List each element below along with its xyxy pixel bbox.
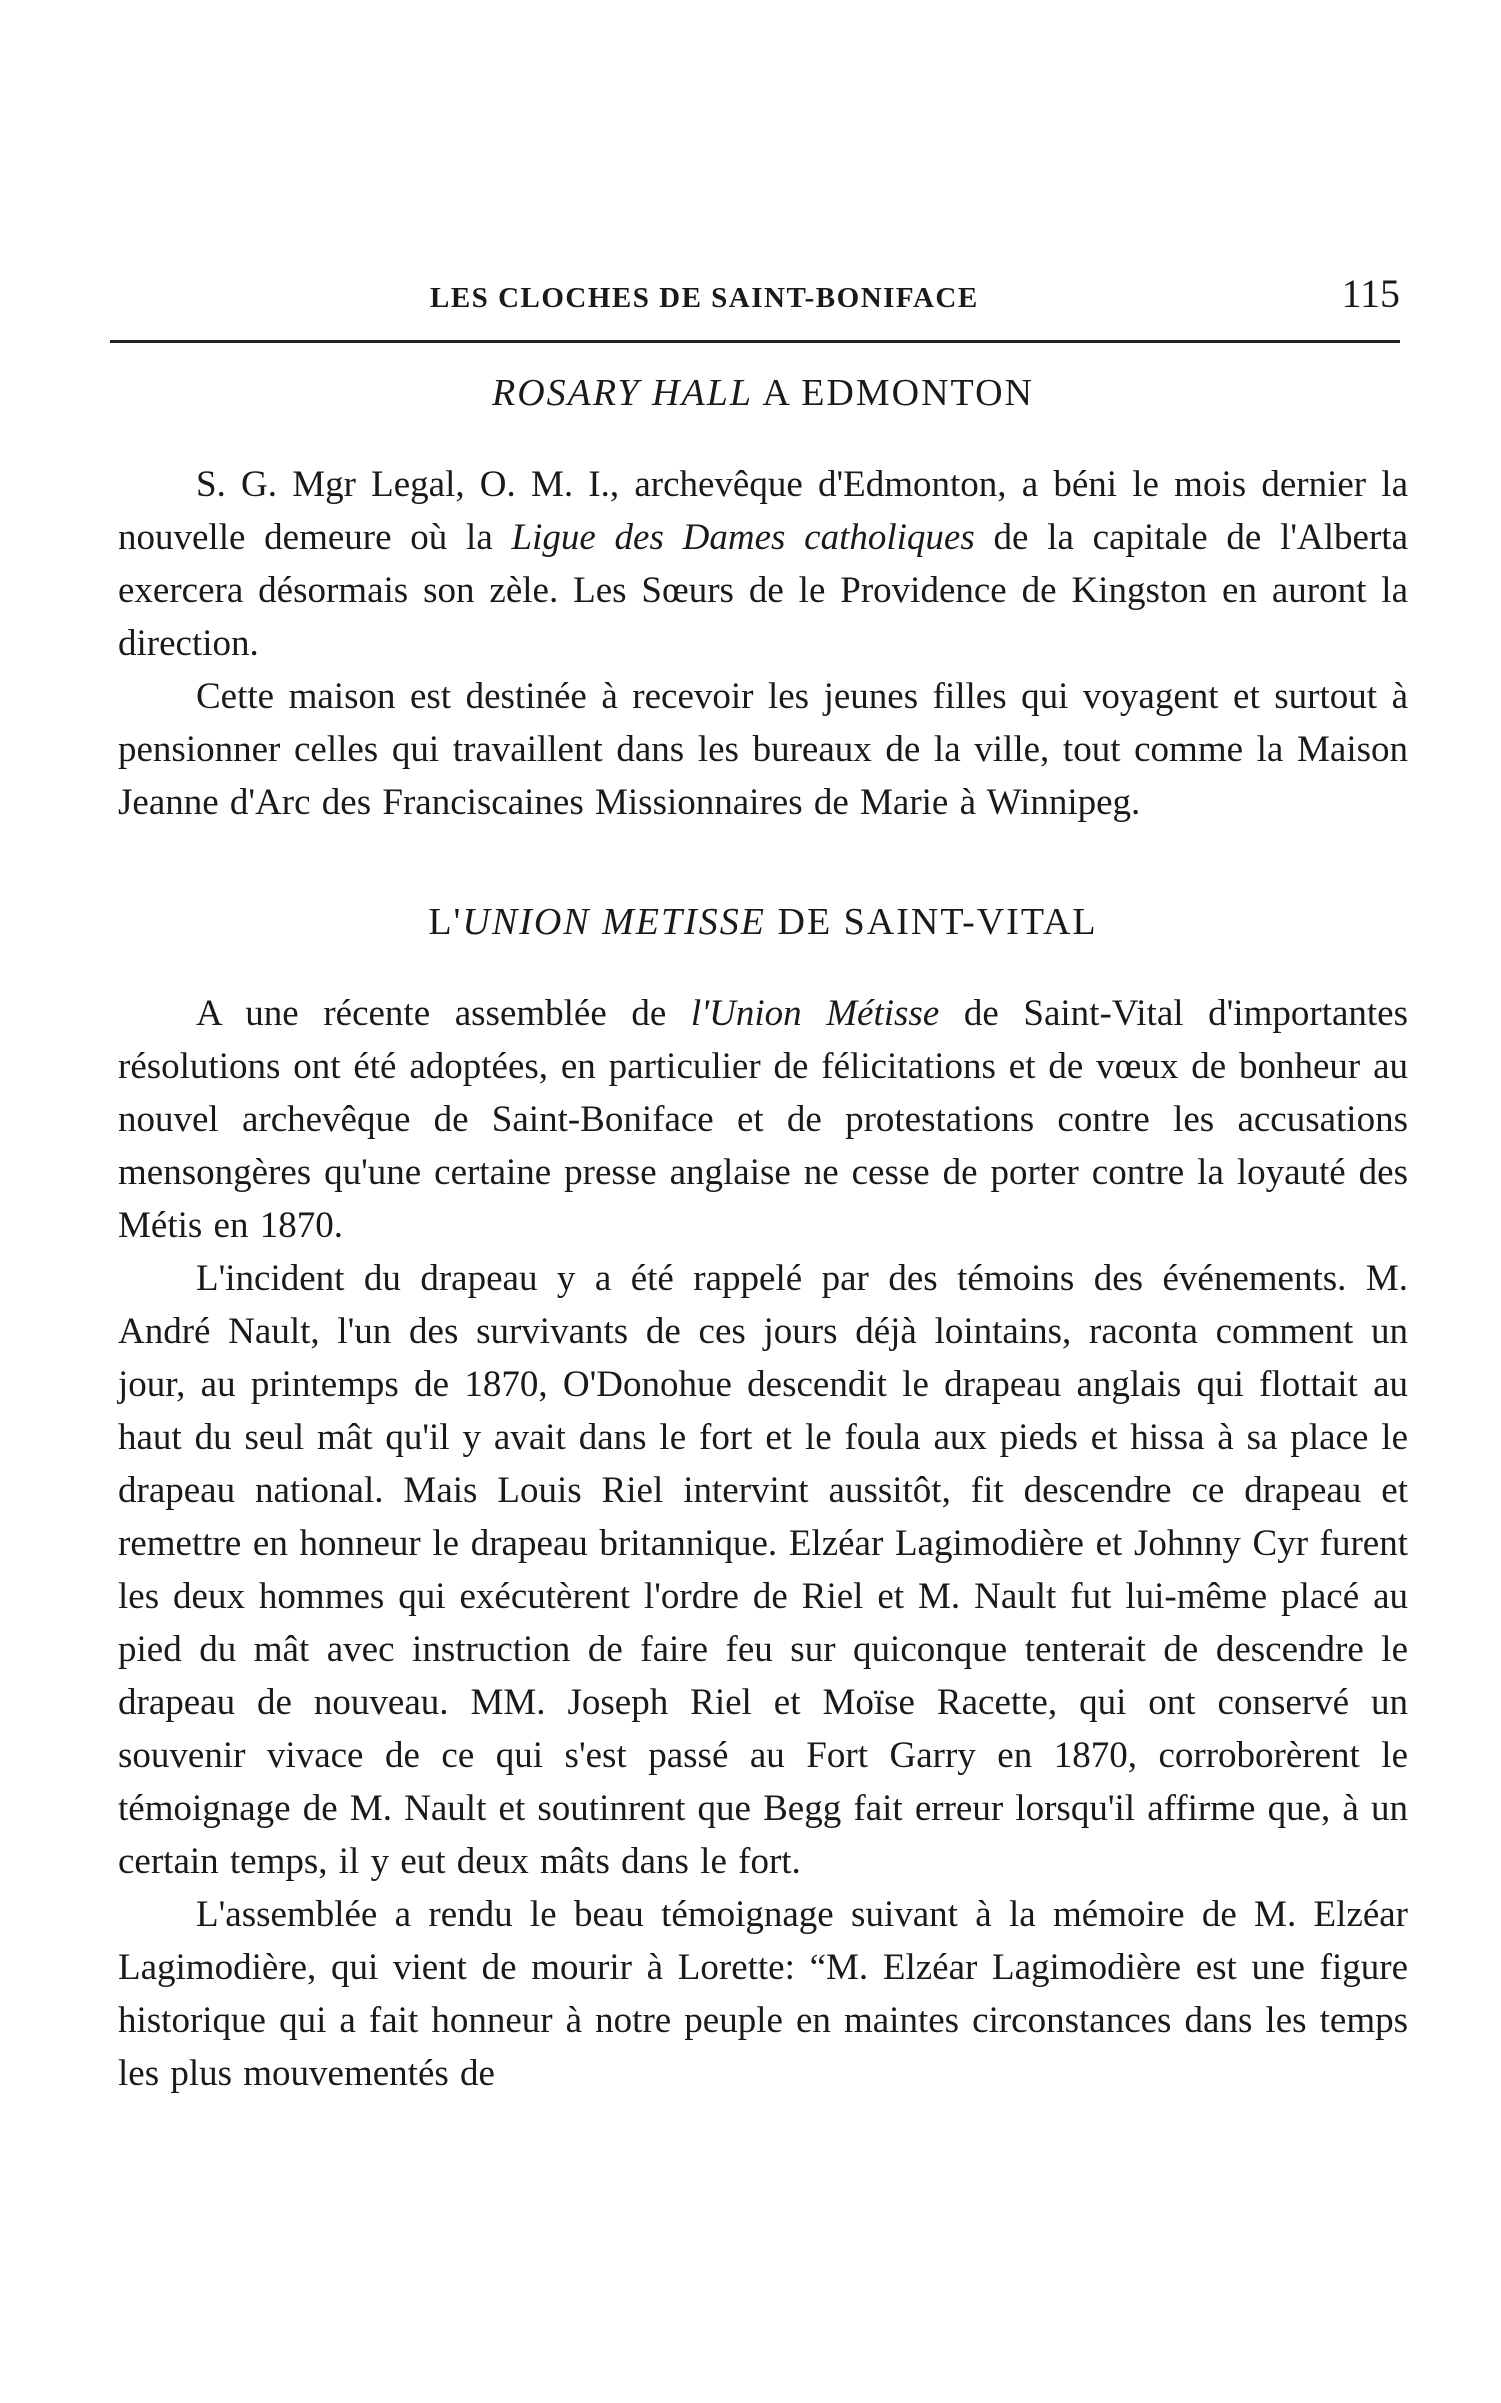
header-rule [110,340,1400,343]
heading-italic: ROSARY HALL [492,372,753,414]
paragraph [118,670,1408,829]
paragraph-italic: Ligue des Dames catholiques [511,517,975,558]
paragraph-text: A une récente assemblée de [196,993,691,1034]
paragraph [118,458,1408,670]
paragraph-text: S. G. Mgr Legal, O. M. I., archevêque d'Edmonton, a béni le mois dernier la nouvelle demeure où la [118,464,1408,558]
heading-rest: A EDMONTON [752,372,1034,414]
page-number: 115 [1341,271,1400,316]
running-head [110,270,1400,330]
paragraph [118,1888,1408,2100]
paragraph-text: Cette maison est destinée à recevoir les jeunes filles qui voyagent et surtout à pensionner celles qui travaillent dans les bureaux de la ville, tout comme la Maison Jeanne d'Arc des Franciscaines Missionnaires de Marie à Winnipeg. [118,676,1408,823]
paragraph-text: L'assemblée a rendu le beau témoignage suivant à la mémoire de M. Elzéar Lagimodière, qui vient de mourir à Lorette: “M. Elzéar Lagimodière est une figure historique qui a fait honneur à notre peuple en maintes circonstances dans les temps les plus mouvementés de [118,1894,1408,2094]
paragraph [118,1252,1408,1888]
paragraph-text: de la capitale de l'Alberta exercera désormais son zèle. Les Sœurs de le Providence de Kingston en auront la direction. [118,517,1409,664]
page-content [118,360,1408,2100]
paragraph-italic: l'Union Métisse [690,993,940,1034]
heading-rest: DE SAINT-VITAL [766,901,1098,943]
paragraph [118,987,1408,1252]
heading-italic: UNION METISSE [462,901,767,943]
paragraph-text: de Saint-Vital d'importantes résolutions ont été adoptées, en particulier de félicitations et de vœux de bonheur au nouvel archevêque de Saint-Boniface et de protestations contre les accusations mensongères qu'une certaine presse anglaise ne cesse de porter contre la loyauté des Métis en 1870. [118,993,1408,1246]
running-title: LES CLOCHES DE SAINT-BONIFACE [430,282,979,314]
paragraph-text: L'incident du drapeau y a été rappelé par des témoins des événements. M. André Nault, l'un des survivants de ces jours déjà lointains, raconta comment un jour, au printemps de 1870, O'Donohue descendit le drapeau anglais qui flottait au haut du seul mât qu'il y avait dans le fort et le foula aux pieds et hissa à sa place le drapeau national. Mais Louis Riel intervint aussitôt, fit descendre ce drapeau et remettre en honneur le drapeau britannique. Elzéar Lagimodière et Johnny Cyr furent les deux hommes qui exécutèrent l'ordre de Riel et M. Nault fut lui-même placé au pied du mât avec instruction de faire feu sur quiconque tenterait de descendre le drapeau de nouveau. MM. Joseph Riel et Moïse Racette, qui ont conservé un souvenir vivace de ce qui s'est passé au Fort Garry en 1870, corroborèrent le témoignage de M. Nault et soutinrent que Begg fait erreur lorsqu'il affirme que, à un certain temps, il y eut deux mâts dans le fort. [118,1258,1408,1882]
heading-prefix: L' [428,901,463,943]
section-gap [118,829,1408,889]
section-heading-union-metisse [118,897,1408,947]
section-heading-rosary-hall [118,368,1408,418]
